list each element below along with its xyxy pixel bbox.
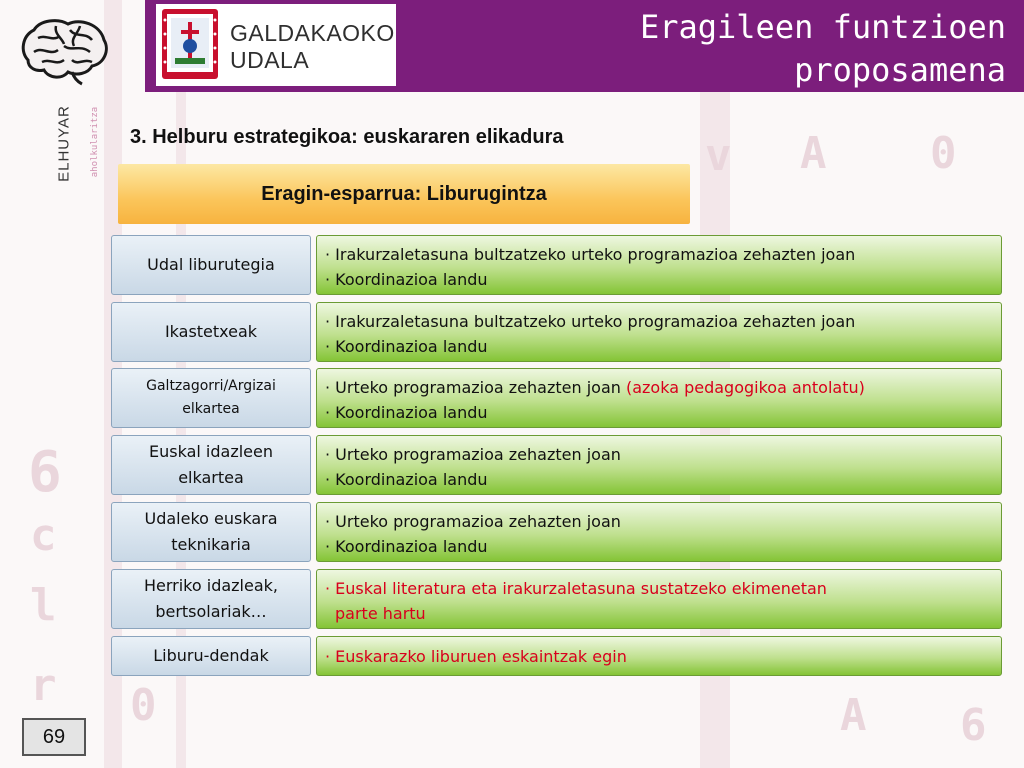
agent-label: Ikastetxeak	[164, 322, 258, 341]
logo-text	[230, 20, 395, 74]
task-line: · Euskarazko liburuen eskaintzak egin	[325, 647, 627, 666]
task-box	[316, 368, 1002, 428]
slide-title-line1: Eragileen funtzioen	[639, 8, 1006, 46]
coat-of-arms-icon	[161, 8, 219, 80]
agent-label: Euskal idazleen	[149, 442, 273, 461]
task-line: · Koordinazioa landu	[325, 270, 488, 289]
agent-label: Udal liburutegia	[147, 255, 275, 274]
agent-label: bertsolariak…	[155, 602, 267, 621]
task-line: · Koordinazioa landu	[325, 537, 488, 556]
brand-name: ELHUYAR	[55, 105, 73, 182]
task-line: · Euskal literatura eta irakurzaletasuna sustatzeko ekimenetan	[325, 579, 827, 598]
task-box	[316, 636, 1002, 676]
agent-label: elkartea	[178, 468, 244, 487]
task-line: · Urteko programazioa zehazten joan	[325, 512, 621, 531]
task-box	[316, 302, 1002, 362]
task-line: · Irakurzaletasuna bultzatzeko urteko programazioa zehazten joan	[325, 312, 856, 331]
agent-label: Galtzagorri/Argizai	[146, 378, 276, 394]
task-text: · Urteko programazioa zehazten joan	[325, 378, 626, 397]
task-highlight: (azoka pedagogikoa antolatu)	[625, 378, 865, 397]
logo-line1: GALDAKAOKO	[230, 20, 395, 46]
logo-line2: UDALA	[230, 47, 310, 73]
task-line: · Koordinazioa landu	[325, 470, 488, 489]
agent-label: Udaleko euskara	[144, 509, 278, 528]
agent-box	[111, 368, 311, 428]
task-line: parte hartu	[335, 604, 426, 623]
task-line	[325, 374, 1001, 401]
agent-box	[111, 636, 311, 676]
strategic-goal-heading: 3. Helburu estrategikoa: euskararen elikadura	[130, 126, 564, 148]
task-box	[316, 235, 1002, 295]
slide-title	[406, 6, 1006, 92]
task-box	[316, 569, 1002, 629]
agent-box	[111, 235, 311, 295]
agent-box	[111, 435, 311, 495]
task-box	[316, 502, 1002, 562]
task-line: · Koordinazioa landu	[325, 403, 488, 422]
brain-icon	[18, 16, 110, 86]
agent-label: teknikaria	[171, 535, 251, 554]
scope-banner: Eragin-esparrua: Liburugintza	[118, 164, 690, 224]
slide-title-line2: proposamena	[794, 51, 1006, 89]
municipality-logo	[156, 4, 396, 86]
agent-label: elkartea	[182, 401, 240, 417]
agent-box	[111, 569, 311, 629]
page-number: 69	[22, 718, 86, 756]
brand-label	[54, 95, 100, 205]
task-line: · Urteko programazioa zehazten joan	[325, 445, 621, 464]
task-box	[316, 435, 1002, 495]
task-line: · Koordinazioa landu	[325, 337, 488, 356]
agent-label: Herriko idazleak,	[143, 576, 278, 595]
task-line: · Irakurzaletasuna bultzatzeko urteko programazioa zehazten joan	[325, 245, 856, 264]
agent-box	[111, 302, 311, 362]
brand-subtitle: aholkularitza	[90, 106, 100, 178]
agent-label: Liburu-dendak	[153, 646, 269, 665]
agent-box	[111, 502, 311, 562]
